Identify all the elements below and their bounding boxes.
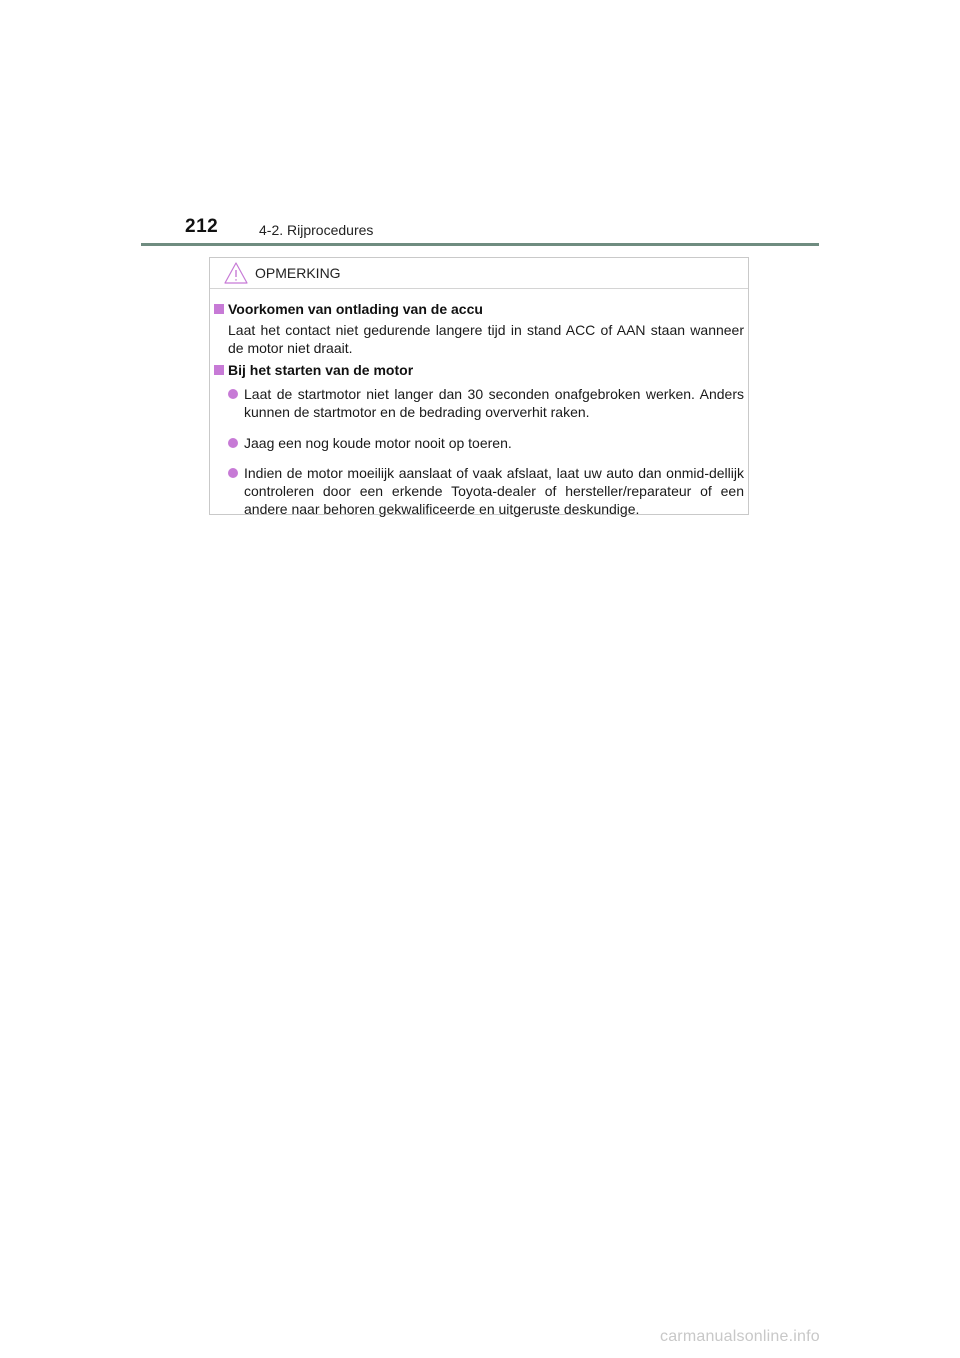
notice-box	[209, 257, 749, 515]
section-heading-text: Bij het starten van de motor	[228, 362, 414, 378]
square-bullet-icon	[214, 304, 224, 314]
warning-triangle-icon	[223, 261, 249, 285]
section-heading-text: Voorkomen van ontlading van de accu	[228, 301, 483, 317]
notice-title: OPMERKING	[255, 265, 341, 281]
section-heading	[214, 362, 744, 380]
watermark: carmanualsonline.info	[660, 1328, 820, 1345]
list-item-text: Jaag een nog koude motor nooit op toeren.	[244, 435, 512, 451]
page-header	[141, 212, 819, 246]
section-paragraph: Laat het contact niet gedurende langere tijd in stand ACC of AAN staan wanneer de motor niet draait.	[228, 322, 744, 356]
page-number: 212	[185, 216, 219, 237]
round-bullet-icon	[228, 389, 238, 399]
section-title: 4-2. Rijprocedures	[259, 222, 374, 238]
notice-header	[210, 258, 748, 289]
square-bullet-icon	[214, 365, 224, 375]
list-item-text: Indien de motor moeilijk aanslaat of vaak afslaat, laat uw auto dan onmid-dellijk controleren door een erkende Toyota-dealer of hersteller/reparateur of een andere naar behoren gekwalificeerde en uitgeruste deskundige.	[244, 465, 744, 517]
header-divider	[141, 243, 819, 246]
round-bullet-icon	[228, 438, 238, 448]
notice-section	[214, 301, 744, 356]
notice-section	[214, 362, 744, 517]
section-heading	[214, 301, 744, 319]
round-bullet-icon	[228, 468, 238, 478]
list-item-text: Laat de startmotor niet langer dan 30 seconden onafgebroken werken. Anders kunnen de startmotor en de bedrading oververhit raken.	[244, 386, 744, 420]
